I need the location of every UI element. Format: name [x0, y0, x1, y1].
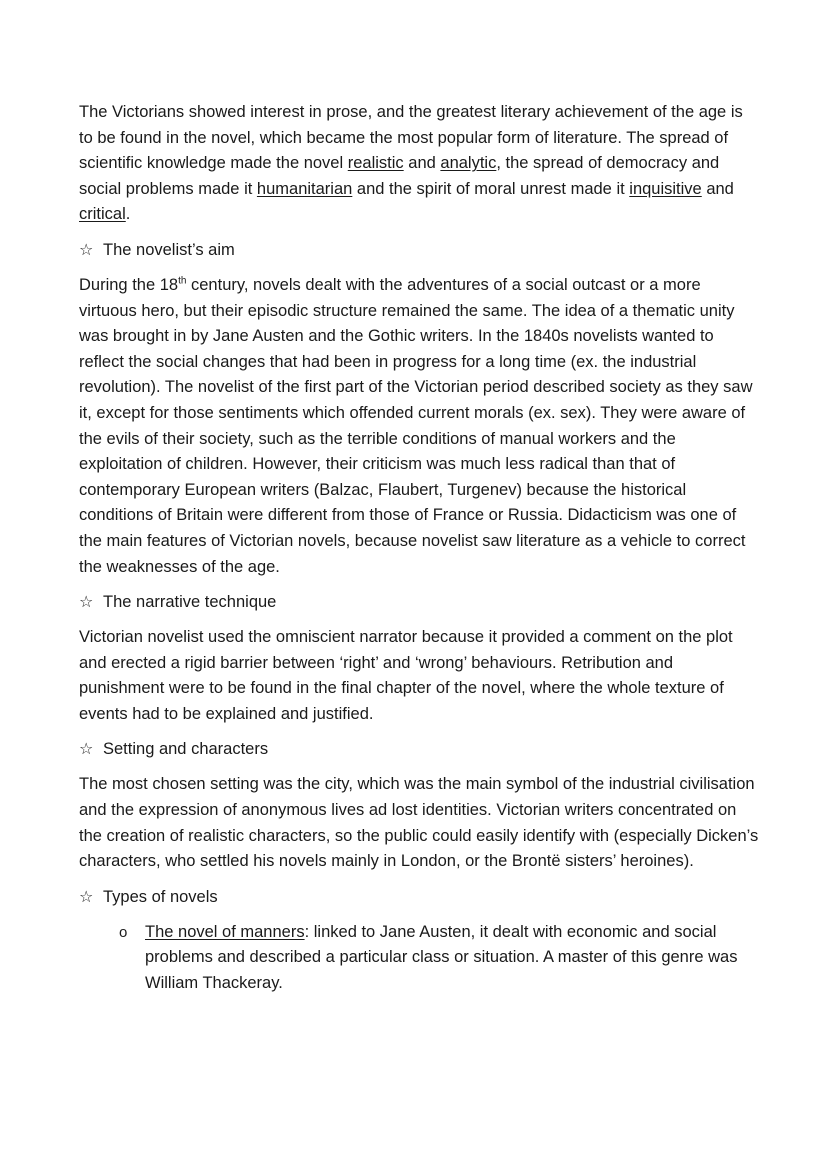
bullet-circle-icon: o [119, 923, 128, 941]
intro-text: . [125, 205, 131, 224]
heading-text: Types of novels [103, 887, 218, 906]
heading-types-of-novels [79, 885, 759, 910]
aim-paragraph [79, 273, 759, 580]
term-inquisitive: inquisitive [629, 179, 702, 198]
aim-text: century, novels dealt with the adventures of a social outcast or a more virtuous hero, but their episodic structure remained the same. The idea of a thematic unity was brought in by Jane Austen and the Gothic writers. In the 1840s novelists wanted to reflect the social changes that had been in progress for a long time (ex. the industrial revolution). The novelist of the first part of the Victorian period described society as they saw it, except for those sentiments which offended current morals (ex. sex). They were aware of the evils of their society, such as the terrible conditions of manual workers and the exploitation of children. However, their criticism was much less radical than that of contemporary European writers (Balzac, Flaubert, Turgenev) because the historical conditions of Britain were different from those of France or Russia. Didacticism was one of the main features of Victorian novels, because novelist saw literature as a vehicle to correct the weaknesses of the age. [79, 275, 753, 576]
superscript: th [178, 275, 187, 287]
intro-text: The Victorians showed interest in prose, and the greatest literary achievement of the age is to be found in the novel, which became the most popular form of literature. The spread of scientific knowledge made the novel [79, 103, 743, 173]
star-icon: ☆ [79, 888, 94, 906]
intro-text: and [403, 154, 441, 173]
setting-paragraph: The most chosen setting was the city, which was the main symbol of the industrial civilisation and the expression of anonymous lives ad lost identities. Victorian writers concentrated on the creation of realistic characters, so the public could easily identify with (especially Dicken’s characters, who settled his novels mainly in London, or the Brontë sisters’ heroines). [79, 775, 759, 871]
novel-types-list [79, 920, 759, 997]
star-icon: ☆ [79, 241, 94, 259]
heading-narrative-technique [79, 590, 759, 615]
heading-novelists-aim [79, 238, 759, 263]
term-critical: critical [79, 205, 126, 224]
intro-text: and [701, 179, 734, 198]
intro-text: , the spread of democracy and social problems made it [79, 154, 720, 198]
heading-text: The novelist’s aim [103, 240, 235, 259]
term-humanitarian: humanitarian [256, 179, 353, 198]
document-page [79, 100, 759, 997]
heading-setting-characters [79, 737, 759, 762]
heading-text: The narrative technique [103, 593, 277, 612]
star-icon: ☆ [79, 594, 94, 612]
intro-paragraph [79, 100, 759, 228]
aim-text: During the 18 [79, 275, 179, 294]
star-icon: ☆ [79, 741, 94, 759]
list-item [79, 920, 759, 997]
list-item-text: : linked to Jane Austen, it dealt with economic and social problems and described a particular class or situation. A master of this genre was William Thackeray. [145, 922, 738, 993]
narrative-paragraph: Victorian novelist used the omniscient narrator because it provided a comment on the plot and erected a rigid barrier between ‘right’ and ‘wrong’ behaviours. Retribution and punishment were to be found in the final chapter of the novel, where the whole texture of events had to be explained and justified. [79, 628, 733, 723]
term-analytic: analytic [440, 154, 497, 173]
term-realistic: realistic [347, 154, 404, 173]
list-item-body [129, 920, 759, 997]
intro-text: and the spirit of moral unrest made it [352, 179, 630, 198]
term-novel-of-manners: The novel of manners [145, 922, 305, 941]
heading-text: Setting and characters [103, 740, 269, 759]
